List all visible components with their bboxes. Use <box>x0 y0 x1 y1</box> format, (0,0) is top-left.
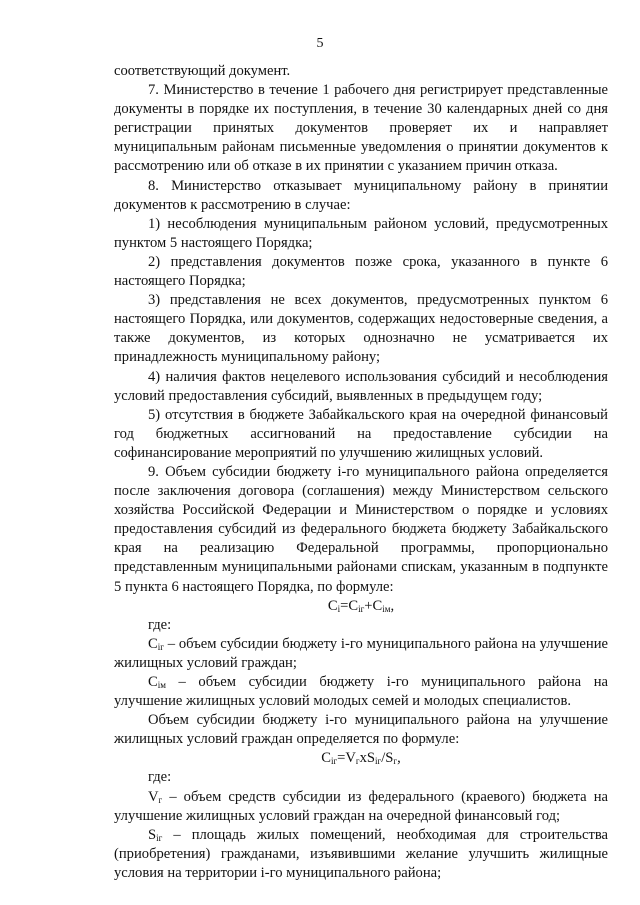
document-body <box>114 62 608 883</box>
list-item-5: 5) отсутствия в бюджете Забайкальского края на очередной финансовый год бюджетных ассигнований на предоставление субсидии на софинансирование мероприятий по улучшению жилищных условий. <box>114 406 608 461</box>
paragraph-item-7: 7. Министерство в течение 1 рабочего дня регистрирует представленные документы в порядке их поступления, в течение 30 календарных дней со дня регистрации принятых документов проверяет их и направляет муниципальным районам письменные уведомления о принятии документов к рассмотрению или об отказе в их принятии с указанием причин отказа. <box>114 82 608 175</box>
list-item-2: 2) представления документов позже срока, указанного в пункте 6 настоящего Порядка; <box>114 253 608 290</box>
paragraph-continuation: соответствующий документ. <box>114 63 291 79</box>
definition-cig: $C_{iг}$ – объем субсидии бюджету i-го муниципального района на улучшение жилищных условий граждан; <box>114 635 608 671</box>
list-item-1: 1) несоблюдения муниципальным районом условий, предусмотренных пунктом 5 настоящего Порядка; <box>114 215 608 251</box>
paragraph-citizens-subsidy: Объем субсидии бюджету i-го муниципального района на улучшение жилищных условий граждан определяется по формуле: <box>114 712 608 748</box>
formula-citizens-subsidy: $C_{iг}=V_гxS_{iг}/S_г$, <box>321 750 401 767</box>
definition-cim: $C_{iм}$ – объем субсидии бюджету i-го муниципального района на улучшение жилищных условий молодых семей и молодых специалистов. <box>114 674 608 710</box>
formula-total-subsidy: $C_i=C_{iг}+C_{iм}$, <box>327 597 395 614</box>
page-number: 5 <box>316 36 324 51</box>
definition-vg: $V_г$ – объем средств субсидии из федерального (краевого) бюджета на улучшение жилищных условий граждан на очередной финансовый год; <box>114 788 608 824</box>
list-item-3: 3) представления не всех документов, предусмотренных пунктом 6 настоящего Порядка, или документов, содержащих недостоверные сведения, а также документов, из которых однозначно не усматривается их принадлежность муниципальному району; <box>114 292 608 366</box>
where-label: где: <box>148 616 172 633</box>
list-item-4: 4) наличия фактов нецелевого использования субсидий и несоблюдения условий предоставления субсидий, выявленных в предыдущем году; <box>114 368 608 404</box>
where-label-2: где: <box>148 769 172 786</box>
paragraph-item-9: 9. Объем субсидии бюджету i-го муниципального района определяется после заключения договора (соглашения) между Министерством сельского хозяйства Российской Федерации и Министерством о порядке и условиях предоставления субсидий из федерального бюджета бюджету Забайкальского края на реализацию Федеральной программы, пропорционально представленным муниципальными районами спискам, указанным в подпункте 5 пункта 6 настоящего Порядка, по формуле: <box>114 463 608 595</box>
definition-sig: $S_{iг}$ – площадь жилых помещений, необходимая для строительства (приобретения) гражданами, изъявившими желание улучшить жилищные условия на территории i-го муниципального района; <box>114 826 608 881</box>
paragraph-item-8: 8. Министерство отказывает муниципальному району в принятии документов к рассмотрению в случае: <box>114 177 608 213</box>
